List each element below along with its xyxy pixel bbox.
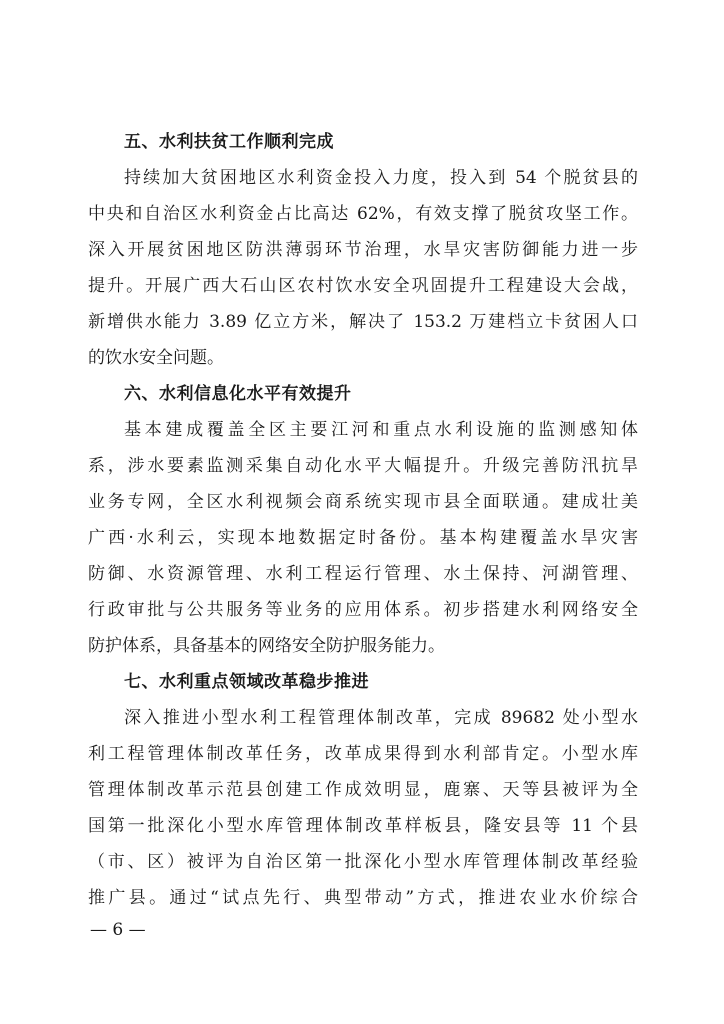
paragraph [88, 700, 638, 916]
paragraph-line: 推广县。通过“试点先行、典型带动”方式，推进农业水价综合 [88, 888, 638, 908]
paragraph-line: 管理体制改革示范县创建工作成效明显，鹿寨、天等县被评为全 [88, 780, 638, 800]
section-water-reform [88, 664, 638, 916]
paragraph [88, 412, 638, 664]
paragraph-line: 业务专网，全区水利视频会商系统实现市县全面联通。建成壮美 [88, 492, 638, 512]
paragraph-line: 行政审批与公共服务等业务的应用体系。初步搭建水利网络安全 [88, 600, 638, 620]
paragraph-line: 新增供水能力 3.89 亿立方米，解决了 153.2 万建档立卡贫困人口 [88, 312, 638, 332]
paragraph-line: 广西·水利云，实现本地数据定时备份。基本构建覆盖水旱灾害 [88, 528, 638, 548]
section-water-poverty-relief [88, 124, 638, 376]
paragraph-line: 中央和自治区水利资金占比高达 62%，有效支撑了脱贫攻坚工作。 [88, 204, 638, 224]
section-heading: 六、水利信息化水平有效提升 [124, 384, 352, 404]
paragraph-line: 利工程管理体制改革任务，改革成果得到水利部肯定。小型水库 [88, 744, 638, 764]
paragraph-line: 系，涉水要素监测采集自动化水平大幅提升。升级完善防汛抗旱 [88, 456, 638, 476]
section-heading: 五、水利扶贫工作顺利完成 [124, 132, 334, 152]
section-heading: 七、水利重点领域改革稳步推进 [124, 672, 369, 692]
paragraph-line: 防护体系，具备基本的网络安全防护服务能力。 [88, 636, 445, 656]
page-number: — 6 — [90, 920, 146, 940]
paragraph-line: 基本建成覆盖全区主要江河和重点水利设施的监测感知体 [124, 420, 638, 440]
paragraph-line: 深入推进小型水利工程管理体制改革，完成 89682 处小型水 [124, 708, 638, 728]
paragraph-line: 国第一批深化小型水库管理体制改革样板县，隆安县等 11 个县 [88, 816, 638, 836]
paragraph-line: （市、区）被评为自治区第一批深化小型水库管理体制改革经验 [88, 852, 638, 872]
paragraph-line: 深入开展贫困地区防洪薄弱环节治理，水旱灾害防御能力进一步 [88, 240, 638, 260]
paragraph-line: 防御、水资源管理、水利工程运行管理、水土保持、河湖管理、 [88, 564, 638, 584]
paragraph-line: 持续加大贫困地区水利资金投入力度，投入到 54 个脱贫县的 [124, 168, 638, 188]
paragraph-line: 提升。开展广西大石山区农村饮水安全巩固提升工程建设大会战， [88, 276, 638, 296]
document-body [88, 124, 638, 916]
paragraph-line: 的饮水安全问题。 [88, 348, 224, 368]
paragraph [88, 160, 638, 376]
section-water-informatization [88, 376, 638, 664]
